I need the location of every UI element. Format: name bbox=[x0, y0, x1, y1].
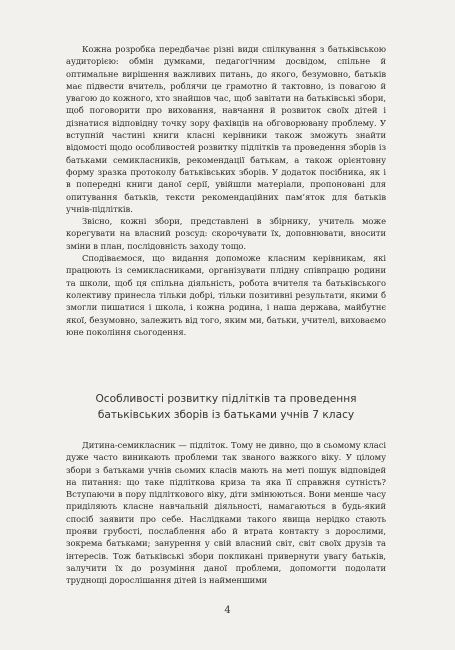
section-paragraph: Дитина-семикласник — підліток. Тому не дивно, що в сьомому класі дуже часто виникають проблеми так званого важкого віку. У цілому збори з батьками учнів сьомих класів мають на меті пошук відповідей на питання: що таке підліткова криза та яка її справжня сутність? Вступаючи в пору підліткового віку, діти змінюються. Вони менше часу приділяють класне навчальній діяльності, намагаються в будь-який спосіб заявити про себе. Наслідками такого явища нерідко стають прояви грубості, послаблення або й втрата контакту з дорослими, зокрема батьками; занурення у свій власний світ, світ своїх друзів та інтересів. Тож батьківські збори покликані привернути увагу батьків, залучити їх до розуміння даної проблеми, допомогти подолати труднощі дорослішання дітей із найменшими bbox=[66, 440, 386, 586]
intro-paragraph: Кожна розробка передбачає різні види спілкування з батьківською аудиторією: обмін думками, педагогічним досвідом, спільне й оптимальне вирішення важливих питань, до якого, безумовно, батьків має підвести вчитель, роблячи це грамотно й тактовно, із повагою й увагою до кожного, хто знайшов час, щоб завітати на батьківські збори, щоб поговорити про виховання, навчання й розвиток своїх дітей і дізнатися відповідну точку зору фахівців на обговорювану проблему. У вступній частині книги класні керівники також зможуть знайти відомості щодо особливостей розвитку підлітків та проведення зборів із батьками семикласників, рекомендації батькам, а також орієнтовну форму зразка протоколу батьківських зборів. У додаток посібника, як і в попередні книги даної серії, увійшли матеріали, пропоновані для опитування батьків, тексти рекомендаційних пам’яток для батьків учнів-підлітків. bbox=[66, 44, 386, 214]
page-number: 4 bbox=[224, 605, 231, 616]
section-heading-line-1: Особливості розвитку підлітків та проведення bbox=[95, 393, 357, 405]
section-heading-line-2: батьківських зборів із батьками учнів 7 класу bbox=[97, 409, 355, 421]
section-text bbox=[66, 439, 386, 587]
section-heading bbox=[66, 391, 386, 423]
intro-paragraph: Сподіваємося, що видання допоможе класним керівникам, які працюють із семикласниками, організувати плідну співпрацю родини та школи, щоб ця спільна діяльність, робота вчителя та батьківського колективу принесла тільки добрі, тільки позитивні результати, якими б змогли пишатися і школа, і кожна родина, і наша держава, майбутнє якої, безумовно, залежить від того, яким ми, батьки, учителі, виховаємо юне покоління сьогодення. bbox=[66, 253, 386, 337]
intro-paragraph: Звісно, кожні збори, представлені в збірнику, учитель може корегувати на власний розсуд: скорочувати їх, доповнювати, вносити зміни в план, послідовність заходу тощо. bbox=[66, 216, 386, 251]
intro-text bbox=[66, 43, 386, 338]
